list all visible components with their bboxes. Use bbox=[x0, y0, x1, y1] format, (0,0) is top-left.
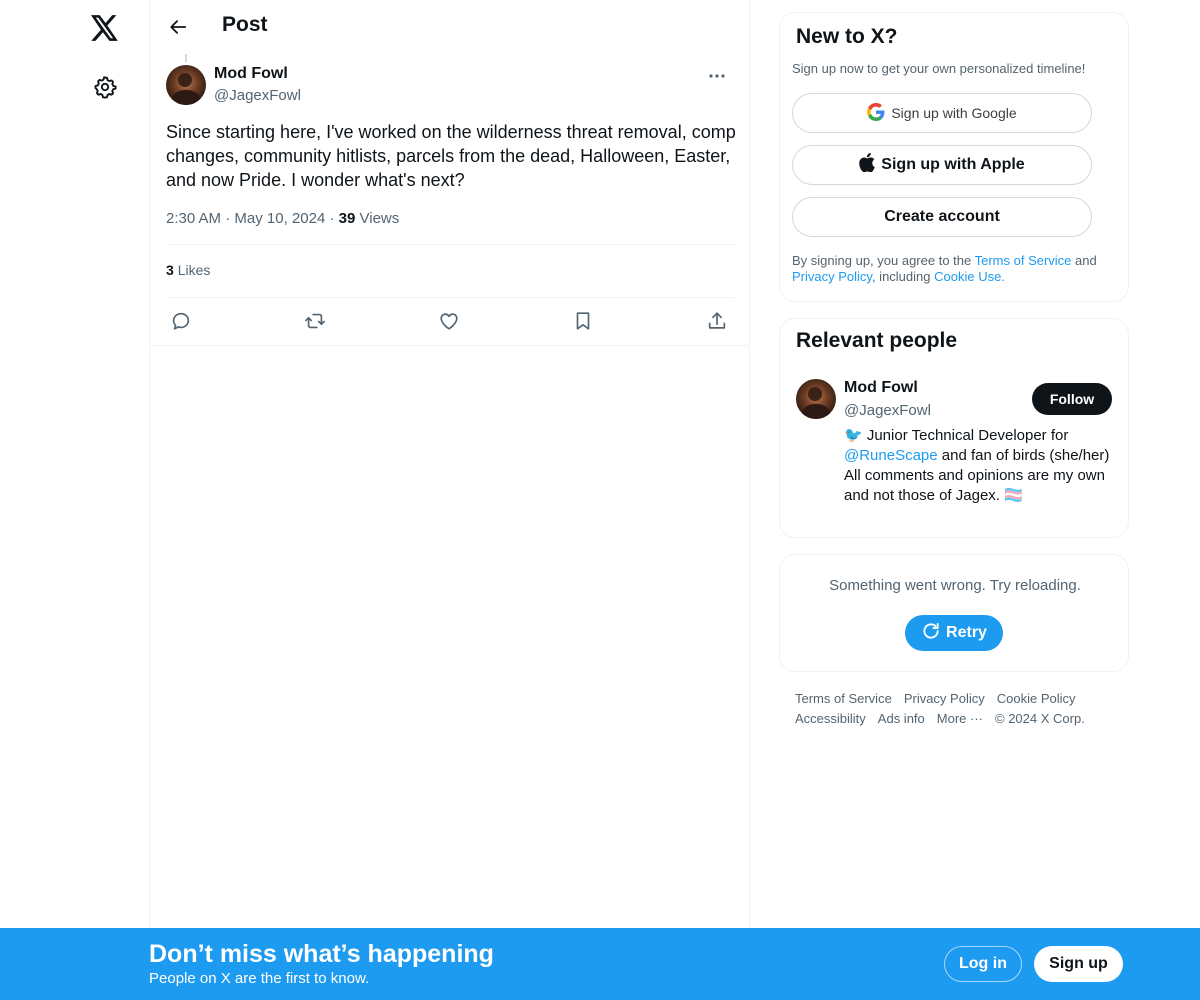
footer-copyright: © 2024 X Corp. bbox=[995, 711, 1085, 726]
privacy-link[interactable]: Privacy Policy bbox=[792, 269, 872, 284]
signup-button[interactable]: Sign up bbox=[1034, 946, 1123, 982]
header bbox=[150, 0, 749, 54]
bottom-banner bbox=[0, 928, 1200, 1000]
signup-apple-button[interactable] bbox=[792, 145, 1092, 185]
post-meta bbox=[166, 210, 399, 227]
bookmark-icon[interactable] bbox=[568, 308, 598, 334]
bio-prefix: 🐦 Junior Technical Developer for bbox=[844, 427, 1069, 444]
divider bbox=[166, 244, 734, 245]
refresh-icon bbox=[921, 621, 941, 646]
person-name[interactable]: Mod Fowl bbox=[844, 379, 918, 396]
avatar[interactable] bbox=[796, 379, 836, 419]
signup-title: New to X? bbox=[796, 25, 898, 48]
author-name[interactable]: Mod Fowl bbox=[214, 65, 288, 82]
views-count: 39 bbox=[338, 210, 356, 227]
legal-including: , including bbox=[871, 269, 935, 284]
login-button[interactable]: Log in bbox=[944, 946, 1022, 982]
repost-icon[interactable] bbox=[300, 308, 330, 334]
like-icon[interactable] bbox=[434, 308, 464, 334]
signup-subtitle: Sign up now to get your own personalized timeline! bbox=[792, 61, 1086, 76]
back-arrow-icon[interactable] bbox=[160, 9, 196, 45]
avatar[interactable] bbox=[166, 65, 206, 105]
likes-count: 3 bbox=[166, 262, 174, 278]
create-account-button[interactable] bbox=[792, 197, 1092, 237]
post-time[interactable]: 2:30 AM bbox=[166, 210, 222, 227]
signup-legal bbox=[792, 253, 1122, 285]
likes-stat[interactable] bbox=[166, 262, 210, 278]
post bbox=[166, 62, 736, 278]
more-icon[interactable] bbox=[702, 64, 732, 88]
main-column bbox=[149, 0, 750, 1000]
signup-apple-label: Sign up with Apple bbox=[881, 156, 1025, 173]
cookie-link[interactable]: Cookie Use. bbox=[934, 269, 1005, 284]
author-handle[interactable]: @JagexFowl bbox=[214, 87, 301, 104]
banner-subtitle: People on X are the first to know. bbox=[149, 970, 370, 987]
left-nav bbox=[0, 0, 150, 1000]
relevant-people-card bbox=[779, 318, 1129, 538]
footer-link[interactable]: Privacy Policy bbox=[903, 691, 985, 706]
bio-mention-link[interactable]: @RuneScape bbox=[844, 447, 938, 464]
meta-separator: · bbox=[225, 210, 235, 227]
footer-link[interactable]: More ··· bbox=[936, 711, 983, 726]
person-handle[interactable]: @JagexFowl bbox=[844, 402, 931, 419]
banner-title: Don’t miss what’s happening bbox=[149, 940, 494, 968]
share-icon[interactable] bbox=[702, 308, 732, 334]
relevant-people-title: Relevant people bbox=[796, 329, 958, 352]
legal-and: and bbox=[1071, 253, 1097, 268]
bio-suffix: and fan of birds (she/her) All comments and opinions are my own and not those of Jagex. 🏳️‍⚧️ bbox=[844, 447, 1110, 504]
legal-prefix: By signing up, you agree to the bbox=[792, 253, 975, 268]
google-icon bbox=[867, 103, 885, 124]
divider bbox=[150, 345, 750, 346]
signup-google-label: Sign up with Google bbox=[891, 105, 1017, 121]
likes-label: Likes bbox=[177, 262, 211, 278]
retry-button[interactable] bbox=[905, 615, 1003, 651]
gear-icon[interactable] bbox=[85, 67, 125, 107]
retry-label: Retry bbox=[946, 624, 987, 641]
signup-card bbox=[779, 12, 1129, 302]
action-bar bbox=[166, 308, 734, 334]
page-title: Post bbox=[222, 13, 268, 36]
footer-link[interactable]: Terms of Service bbox=[795, 691, 892, 706]
apple-icon bbox=[859, 153, 875, 177]
author-row bbox=[166, 62, 734, 108]
error-card bbox=[779, 554, 1129, 672]
reply-icon[interactable] bbox=[166, 308, 196, 334]
divider bbox=[166, 297, 734, 298]
meta-separator: · bbox=[329, 210, 339, 227]
person-bio bbox=[844, 426, 1114, 506]
terms-link[interactable]: Terms of Service bbox=[974, 253, 1072, 268]
footer-link[interactable]: Cookie Policy bbox=[996, 691, 1076, 706]
footer-link[interactable]: Accessibility bbox=[795, 711, 866, 726]
x-logo-icon[interactable] bbox=[85, 8, 125, 48]
create-account-label: Create account bbox=[884, 208, 1000, 225]
footer-links bbox=[795, 689, 1125, 729]
views-label: Views bbox=[359, 210, 400, 227]
thread-line bbox=[185, 54, 187, 62]
signup-google-button[interactable] bbox=[792, 93, 1092, 133]
post-date[interactable]: May 10, 2024 bbox=[234, 210, 326, 227]
post-text: Since starting here, I've worked on the wilderness threat removal, comp changes, community hitlists, parcels from the dead, Halloween, Easter, and now Pride. I wonder what's next? bbox=[166, 122, 736, 190]
error-message: Something went wrong. Try reloading. bbox=[829, 577, 1081, 594]
follow-button[interactable]: Follow bbox=[1032, 383, 1112, 415]
footer-link[interactable]: Ads info bbox=[877, 711, 925, 726]
